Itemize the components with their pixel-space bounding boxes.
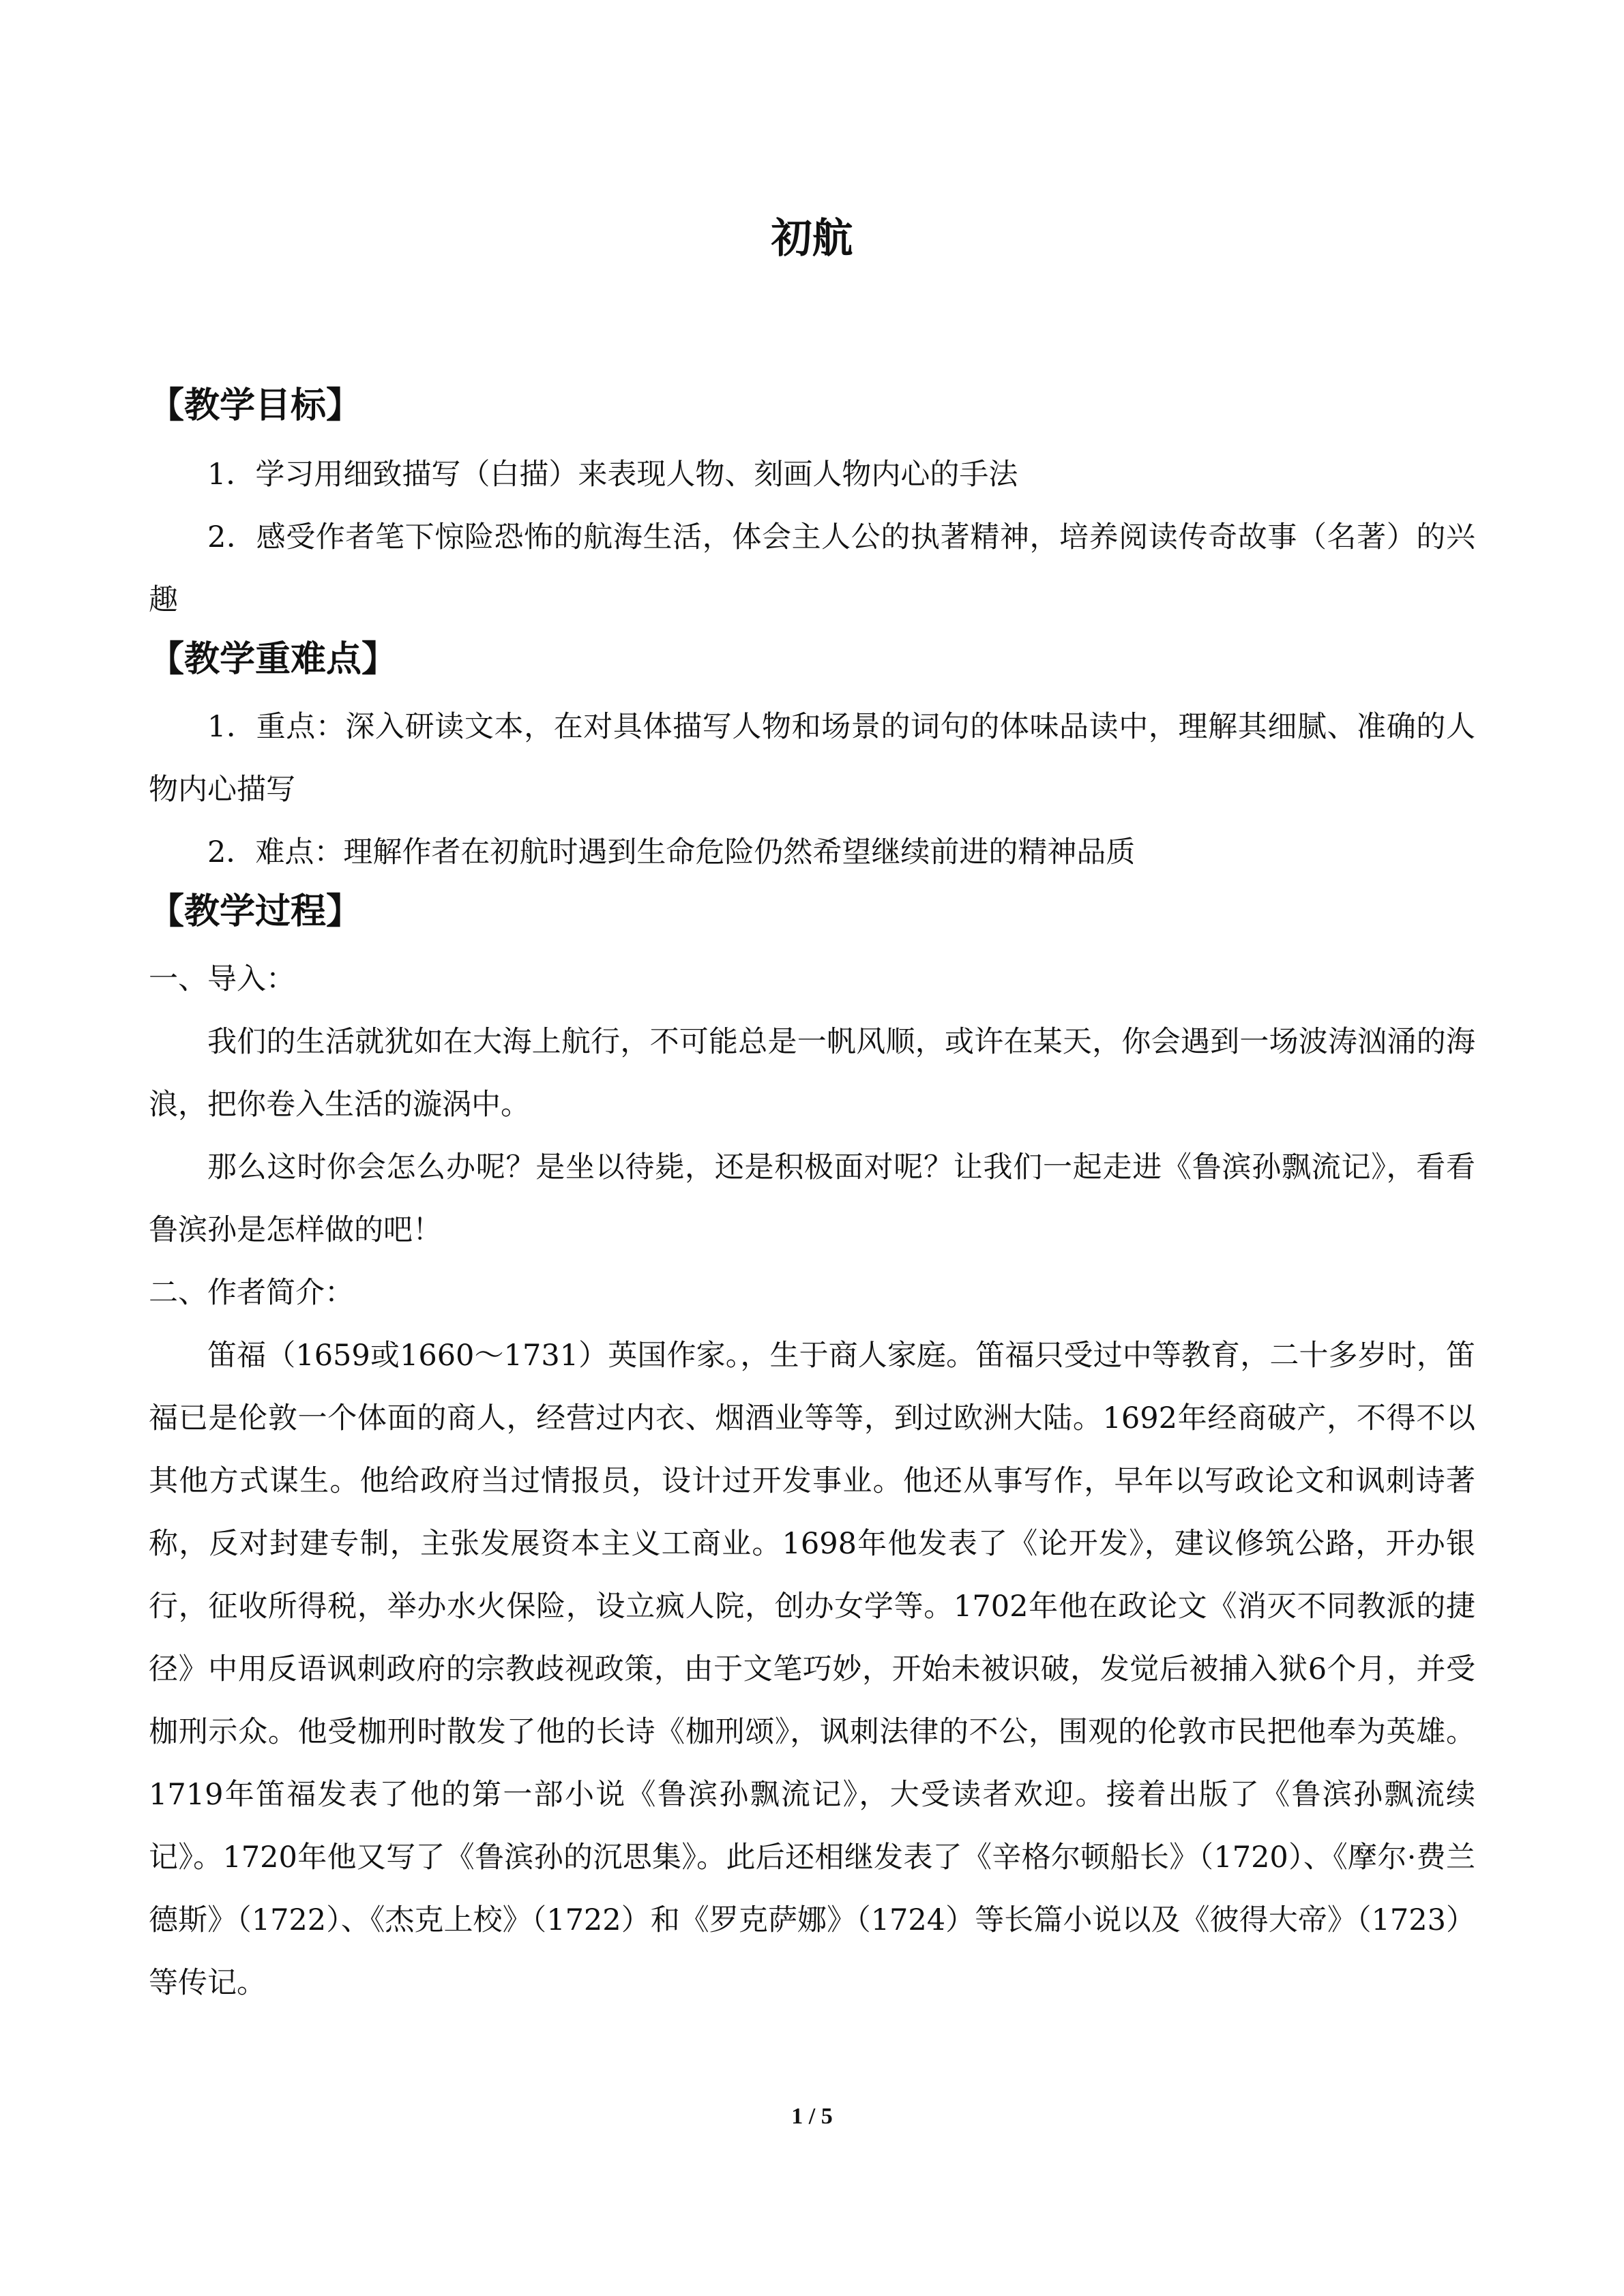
page-number: 1 / 5 xyxy=(791,2104,833,2129)
intro-label: 一、导入： xyxy=(149,962,295,996)
document-body xyxy=(149,382,1475,2014)
heading-teaching-process: 【教学过程】 xyxy=(149,891,362,932)
heading-key-points: 【教学重难点】 xyxy=(149,639,398,680)
goal-item-1: 1．学习用细致描写（白描）来表现人物、刻画人物内心的手法 xyxy=(207,458,1018,492)
intro-paragraph-2: 那么这时你会怎么办呢？是坐以待毙，还是积极面对呢？让我们一起走进《鲁滨孙飘流记》，看看鲁滨孙是怎样做的吧！ xyxy=(149,1150,1475,1247)
key-point-1: 1．重点：深入研读文本，在对具体描写人物和场景的词句的体味品读中，理解其细腻、准确的人物内心描写 xyxy=(149,710,1475,807)
key-point-2: 2．难点：理解作者在初航时遇到生命危险仍然希望继续前进的精神品质 xyxy=(207,835,1136,869)
author-label: 二、作者简介： xyxy=(149,1276,354,1310)
author-paragraph: 笛福（1659或1660～1731）英国作家。，生于商人家庭。笛福只受过中等教育，二十多岁时，笛福已是伦敦一个体面的商人，经营过内衣、烟酒业等等，到过欧洲大陆。1692年经商破产，不得不以其他方式谋生。他给政府当过情报员，设计过开发事业。他还从事写作，早年以写政论文和讽刺诗著称，反对封建专制，主张发展资本主义工商业。1698年他发表了《论开发》，建议修筑公路，开办银行，征收所得税，举办水火保险，设立疯人院，创办女学等。1702年他在政论文《消灭不同教派的捷径》中用反语讽刺政府的宗教歧视政策，由于文笔巧妙，开始未被识破，发觉后被捕入狱6个月，并受枷刑示众。他受枷刑时散发了他的长诗《枷刑颂》，讽刺法律的不公，围观的伦敦市民把他奉为英雄。1719年笛福发表了他的第一部小说《鲁滨孙飘流记》，大受读者欢迎。接着出版了《鲁滨孙飘流续记》。1720年他又写了《鲁滨孙的沉思集》。此后还相继发表了《辛格尔顿船长》（1720）、《摩尔·费兰德斯》（1722）、《杰克上校》（1722）和《罗克萨娜》（1724）等长篇小说以及《彼得大帝》（1723）等传记。 xyxy=(149,1339,1475,2000)
goal-item-2: 2．感受作者笔下惊险恐怖的航海生活，体会主人公的执著精神，培养阅读传奇故事（名著）的兴趣 xyxy=(149,520,1475,617)
heading-teaching-goals: 【教学目标】 xyxy=(149,385,362,426)
intro-paragraph-1: 我们的生活就犹如在大海上航行，不可能总是一帆风顺，或许在某天，你会遇到一场波涛汹涌的海浪，把你卷入生活的漩涡中。 xyxy=(149,1025,1475,1122)
document-title: 初航 xyxy=(771,215,853,263)
